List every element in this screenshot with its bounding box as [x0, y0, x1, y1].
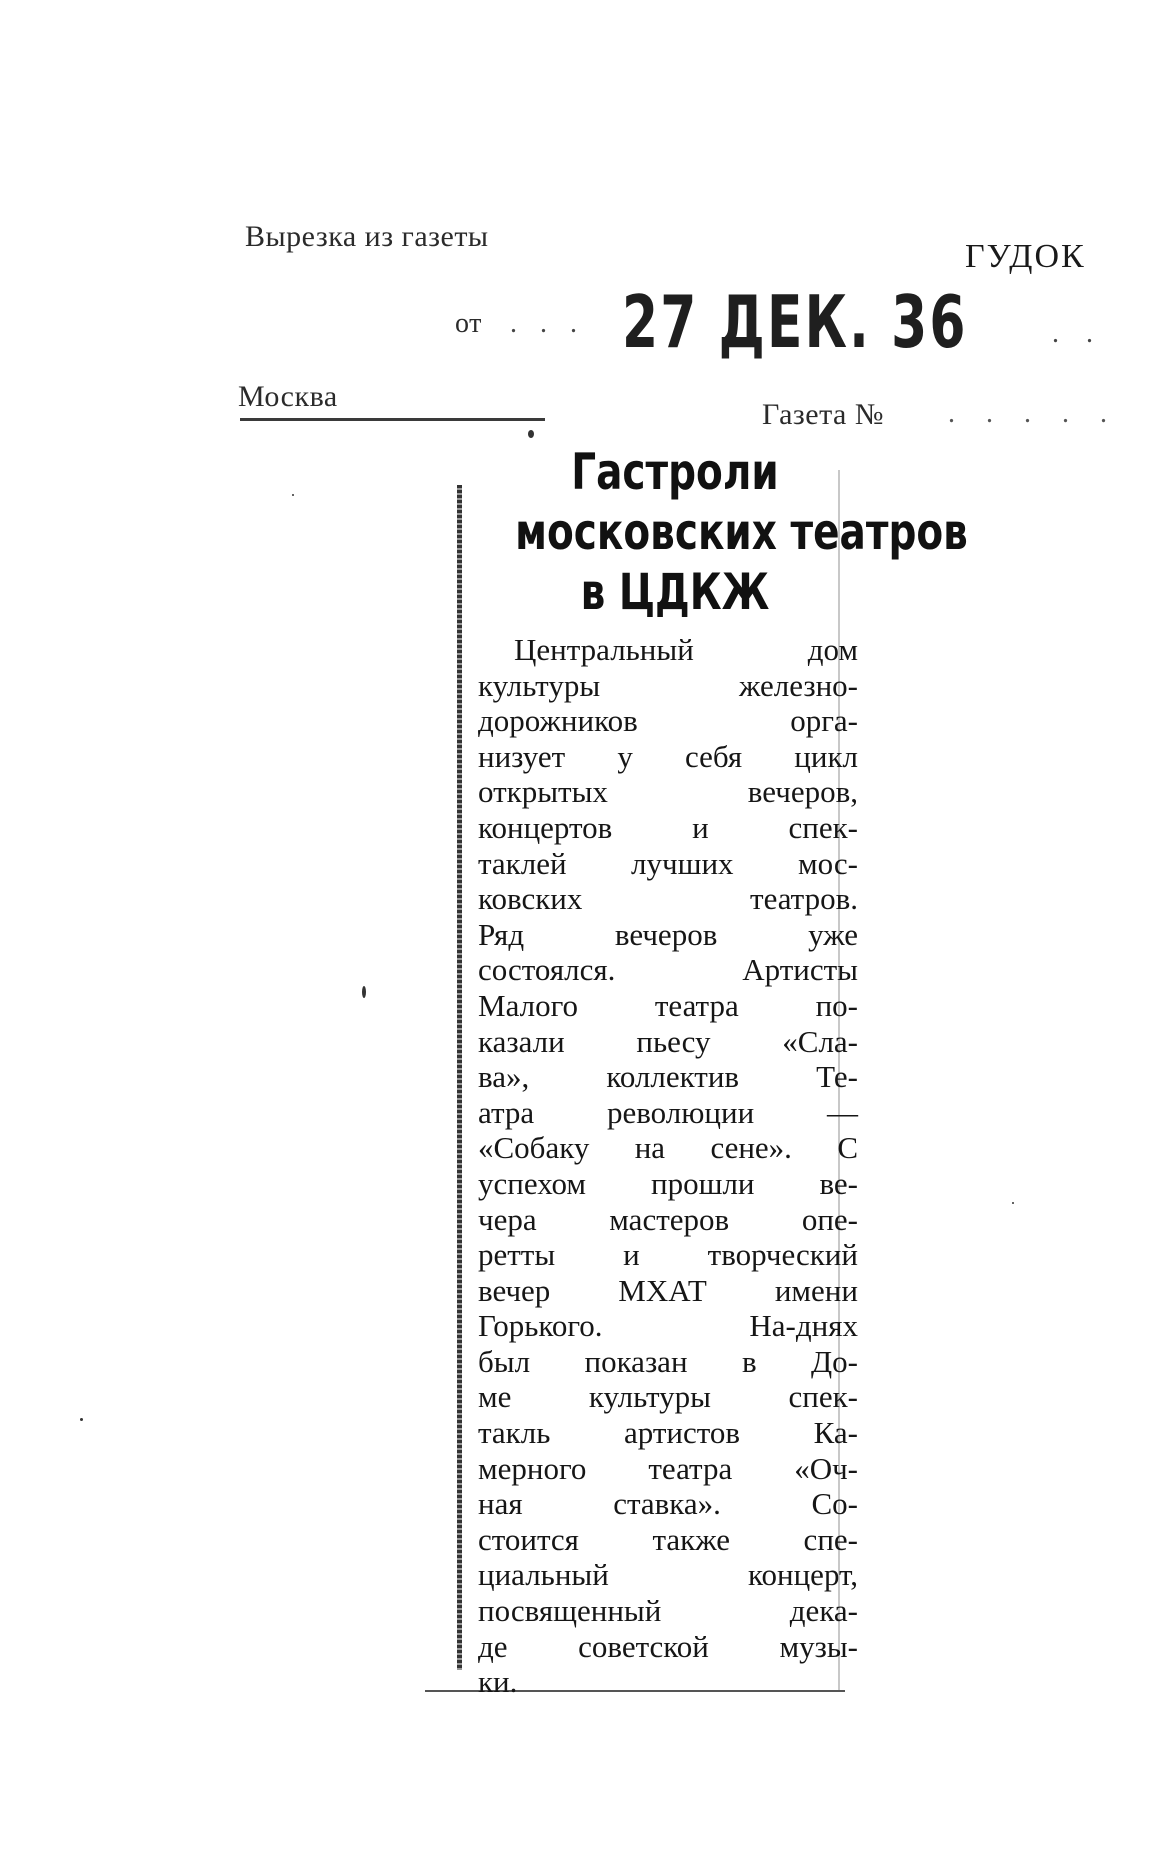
cutting-label: Вырезка из газеты: [245, 220, 489, 253]
city-underline: [240, 418, 545, 421]
from-label: от: [455, 308, 482, 339]
body-line: Ряд вечеров уже: [478, 916, 858, 952]
scan-speck: [1012, 1202, 1014, 1204]
body-line: ретты и творческий: [478, 1237, 858, 1273]
body-line: Малого театра по-: [478, 987, 858, 1023]
scan-speck: [292, 494, 294, 496]
body-line: ная ставка». Со-: [478, 1486, 858, 1522]
body-line: такль артистов Ка-: [478, 1415, 858, 1451]
newspaper-name: ГУДОК: [965, 238, 1086, 275]
headline-line: московских театров: [515, 503, 968, 561]
scan-speck: [80, 1418, 83, 1421]
date-stamp: 27 ДЕК. 36: [622, 280, 968, 364]
body-line: был показан в До-: [478, 1343, 858, 1379]
body-line: «Собаку на сене». С: [478, 1130, 858, 1166]
article-headline: [470, 442, 968, 622]
body-line: мерного театра «Оч-: [478, 1450, 858, 1486]
body-line: таклей лучших мос-: [478, 845, 858, 881]
scan-speck: [362, 986, 366, 998]
body-line: концертов и спек-: [478, 809, 858, 845]
body-line: чера мастеров опе-: [478, 1201, 858, 1237]
date-trailing-dots: . .: [1052, 318, 1103, 349]
headline-line: в ЦДКЖ: [580, 563, 770, 621]
body-line: Центральный дом: [514, 632, 858, 667]
body-line: Горького. На-днях: [478, 1308, 858, 1344]
body-line: низует у себя цикл: [478, 738, 858, 774]
body-line: циальный концерт,: [478, 1557, 858, 1593]
body-line: стоится также спе-: [478, 1521, 858, 1557]
body-line: казали пьесу «Сла-: [478, 1023, 858, 1059]
body-line: успехом прошли ве-: [478, 1165, 858, 1201]
body-line: де советской музы-: [478, 1628, 858, 1664]
body-line: атра революции —: [478, 1094, 858, 1130]
body-line: ки.: [478, 1664, 518, 1700]
from-dots: . . .: [510, 308, 585, 339]
body-line: дорожников орга-: [478, 703, 858, 739]
body-line: ковских театров.: [478, 881, 858, 917]
scan-speck: [528, 430, 534, 438]
article-body: [478, 632, 858, 1700]
body-line: ва», коллектив Те-: [478, 1059, 858, 1095]
clipping-left-rule: [457, 485, 462, 1670]
body-line: посвященный дека-: [478, 1593, 858, 1629]
body-line: состоялся. Артисты: [478, 952, 858, 988]
issue-dots: . . . . .: [948, 398, 1119, 429]
body-line: культуры железно-: [478, 667, 858, 703]
body-line: открытых вечеров,: [478, 774, 858, 810]
issue-label: Газета №: [762, 398, 884, 431]
headline-line: Гастроли: [571, 443, 779, 501]
body-line: вечер МХАТ имени: [478, 1272, 858, 1308]
body-line: ме культуры спек-: [478, 1379, 858, 1415]
city-label: Москва: [238, 380, 338, 413]
